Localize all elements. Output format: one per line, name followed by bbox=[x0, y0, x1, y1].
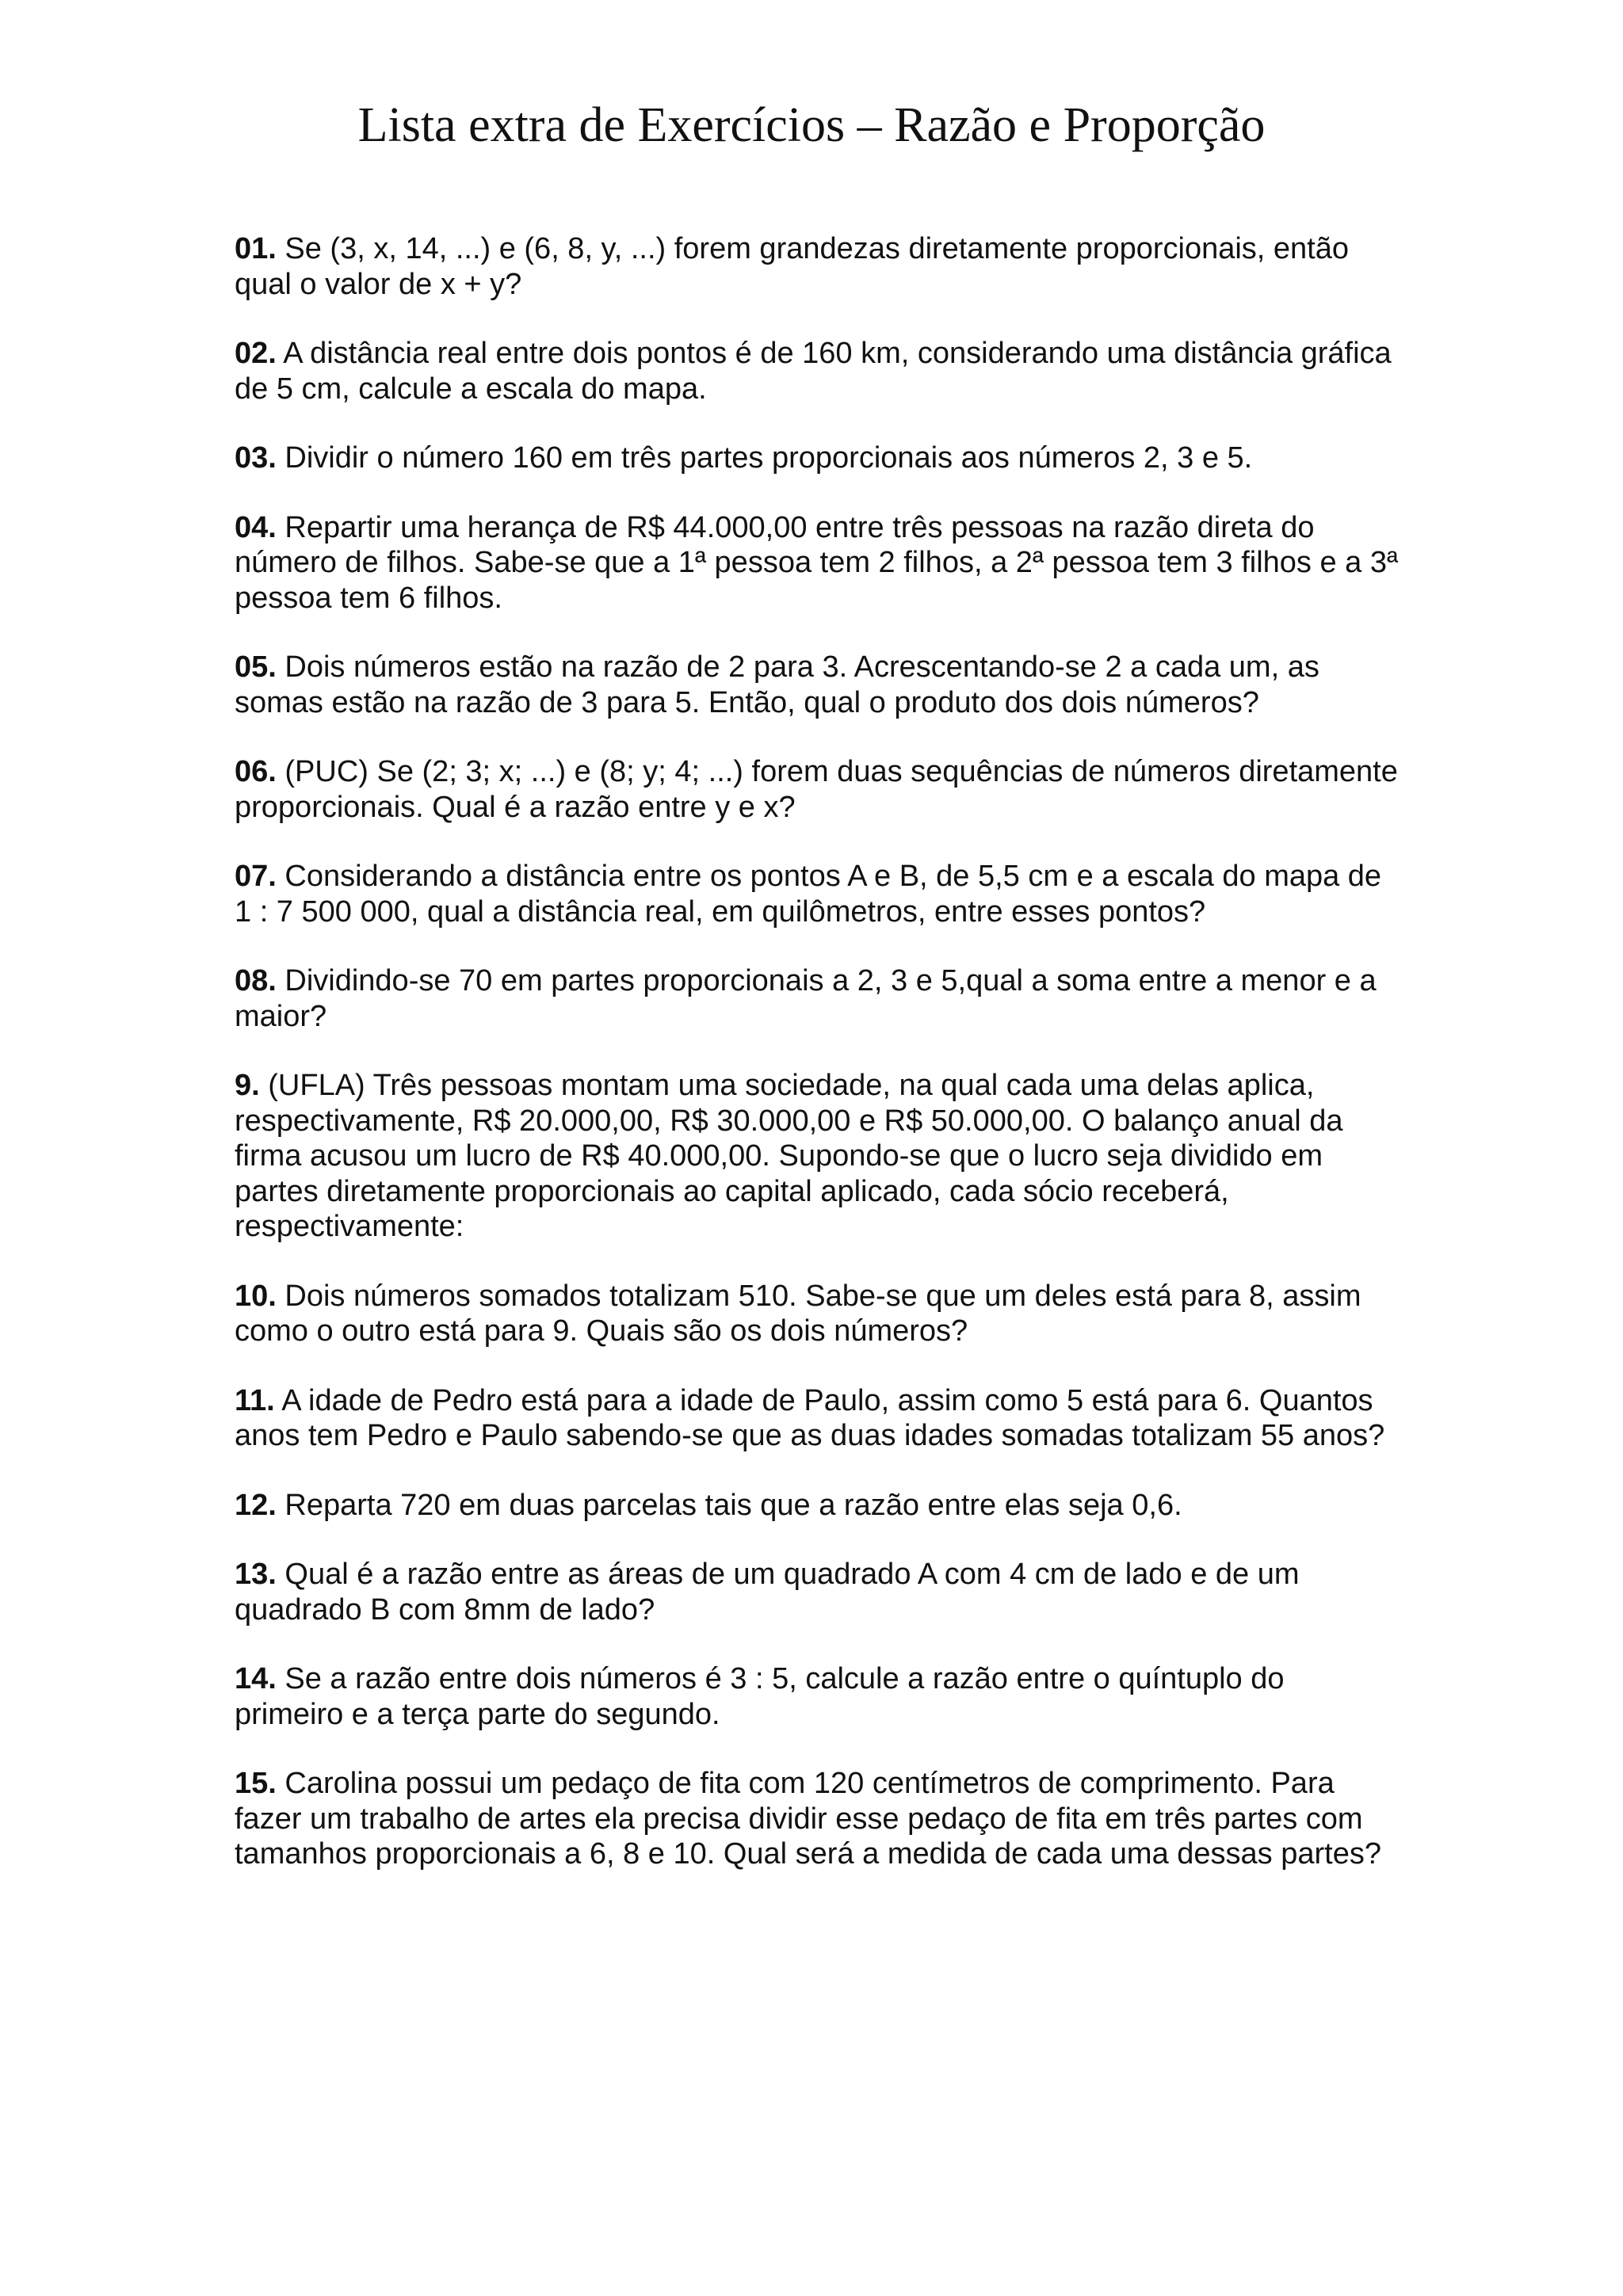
question-number: 07. bbox=[235, 860, 277, 893]
question-text-line: (PUC) Se (2; 3; x; ...) e (8; y; 4; ...) forem duas sequências de números diretamente bbox=[285, 755, 1398, 788]
document-title: Lista extra de Exercícios – Razão e Proporção bbox=[357, 98, 1266, 152]
question-number: 12. bbox=[235, 1488, 277, 1522]
question-text-line: (UFLA) Três pessoas montam uma sociedade, na qual cada uma delas aplica, bbox=[268, 1069, 1315, 1102]
question-text-line: Se a razão entre dois números é 3 : 5, calcule a razão entre o quíntuplo do bbox=[285, 1662, 1285, 1695]
question-item bbox=[235, 1068, 1415, 1245]
question-number: 11. bbox=[235, 1383, 275, 1417]
question-text-line: qual o valor de x + y? bbox=[235, 267, 522, 301]
question-text-line: 1 : 7 500 000, qual a distância real, em quilômetros, entre esses pontos? bbox=[235, 894, 1206, 929]
question-text-line: Carolina possui um pedaço de fita com 120 centímetros de comprimento. Para bbox=[285, 1767, 1335, 1800]
question-item bbox=[235, 859, 1415, 929]
question-text-line: Dois números estão na razão de 2 para 3. Acrescentando-se 2 a cada um, as bbox=[285, 650, 1319, 684]
question-item bbox=[235, 1766, 1415, 1872]
question-number: 15. bbox=[235, 1767, 277, 1800]
question-text-line: proporcionais. Qual é a razão entre y e x? bbox=[235, 790, 796, 824]
question-text-line: respectivamente, R$ 20.000,00, R$ 30.000,00 e R$ 50.000,00. O balanço anual da bbox=[235, 1104, 1343, 1138]
question-item bbox=[235, 963, 1415, 1034]
question-item bbox=[235, 754, 1415, 825]
question-text-line: Dividir o número 160 em três partes proporcionais aos números 2, 3 e 5. bbox=[285, 441, 1253, 475]
question-number: 02. bbox=[235, 337, 277, 370]
question-item bbox=[235, 441, 1415, 476]
question-text-line: A distância real entre dois pontos é de 160 km, considerando uma distância gráfica bbox=[283, 337, 1392, 370]
question-text-line: pessoa tem 6 filhos. bbox=[235, 581, 502, 615]
question-text-line: respectivamente: bbox=[235, 1210, 464, 1243]
question-number: 13. bbox=[235, 1558, 277, 1591]
question-number: 01. bbox=[235, 232, 277, 265]
question-item bbox=[235, 1557, 1415, 1627]
question-number: 04. bbox=[235, 510, 277, 544]
question-number: 08. bbox=[235, 964, 277, 997]
question-number: 9. bbox=[235, 1069, 260, 1102]
question-text-line: Dois números somados totalizam 510. Sabe-se que um deles está para 8, assim bbox=[285, 1279, 1361, 1313]
question-text-line: partes diretamente proporcionais ao capital aplicado, cada sócio receberá, bbox=[235, 1174, 1229, 1208]
question-text-line: tamanhos proporcionais a 6, 8 e 10. Qual será a medida de cada uma dessas partes? bbox=[235, 1837, 1381, 1871]
question-item bbox=[235, 1488, 1415, 1524]
question-item bbox=[235, 231, 1415, 302]
question-item bbox=[235, 1661, 1415, 1732]
question-text-line: Dividindo-se 70 em partes proporcionais a 2, 3 e 5,qual a soma entre a menor e a bbox=[285, 964, 1377, 997]
question-item bbox=[235, 336, 1415, 406]
question-text-line: maior? bbox=[235, 999, 327, 1033]
question-item bbox=[235, 510, 1415, 616]
question-list bbox=[235, 231, 1415, 1906]
question-text-line: Qual é a razão entre as áreas de um quadrado A com 4 cm de lado e de um bbox=[285, 1558, 1300, 1591]
question-text-line: somas estão na razão de 3 para 5. Então, qual o produto dos dois números? bbox=[235, 685, 1259, 719]
question-text-line: número de filhos. Sabe-se que a 1ª pessoa tem 2 filhos, a 2ª pessoa tem 3 filhos e a 3ª bbox=[235, 546, 1399, 579]
question-text-line: primeiro e a terça parte do segundo. bbox=[235, 1697, 720, 1731]
question-number: 05. bbox=[235, 650, 277, 684]
question-text-line: quadrado B com 8mm de lado? bbox=[235, 1592, 655, 1627]
question-text-line: Repartir uma herança de R$ 44.000,00 entre três pessoas na razão direta do bbox=[285, 510, 1315, 544]
question-number: 14. bbox=[235, 1662, 277, 1695]
question-text-line: Considerando a distância entre os pontos A e B, de 5,5 cm e a escala do mapa de bbox=[285, 860, 1382, 893]
question-number: 06. bbox=[235, 755, 277, 788]
question-text-line: firma acusou um lucro de R$ 40.000,00. Supondo-se que o lucro seja dividido em bbox=[235, 1139, 1323, 1173]
question-number: 03. bbox=[235, 441, 277, 475]
question-text-line: anos tem Pedro e Paulo sabendo-se que as duas idades somadas totalizam 55 anos? bbox=[235, 1419, 1385, 1452]
question-number: 10. bbox=[235, 1279, 277, 1313]
question-text-line: A idade de Pedro está para a idade de Paulo, assim como 5 está para 6. Quantos bbox=[281, 1383, 1373, 1417]
question-text-line: Reparta 720 em duas parcelas tais que a razão entre elas seja 0,6. bbox=[285, 1488, 1182, 1522]
question-item bbox=[235, 650, 1415, 720]
question-item bbox=[235, 1279, 1415, 1349]
question-item bbox=[235, 1383, 1415, 1454]
question-text-line: como o outro está para 9. Quais são os dois números? bbox=[235, 1314, 968, 1348]
question-text-line: fazer um trabalho de artes ela precisa dividir esse pedaço de fita em três partes com bbox=[235, 1802, 1363, 1836]
question-text-line: de 5 cm, calcule a escala do mapa. bbox=[235, 372, 707, 406]
question-text-line: Se (3, x, 14, ...) e (6, 8, y, ...) forem grandezas diretamente proporcionais, então bbox=[285, 232, 1350, 265]
